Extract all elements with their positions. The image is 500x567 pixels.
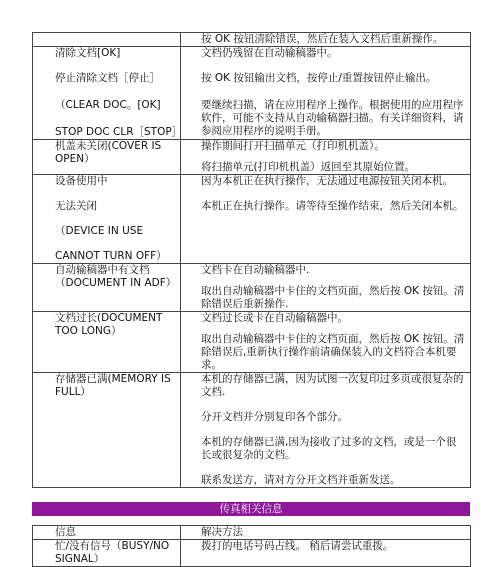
solution-text: 文档过长或卡在自动输稿器中。 [201,312,348,324]
solution-cell [181,312,471,373]
info-cell [33,33,181,47]
info-text: 文档过长(DOCUMENT TOO LONG） [55,312,163,337]
info-text: 清除文档[OK] [55,47,121,59]
solution-text: 将扫描单元(打印机机盖）返回至其原始位置。 [201,161,416,173]
info-cell [33,47,181,140]
solution-text: 按 OK 按钮清除错误，然后在装入文档后重新操作。 [201,33,444,45]
error-message-table [32,32,471,488]
solution-text: 要继续扫描，请在应用程序上操作。根据使用的应用程序软件，可能不支持从自动输稿器扫描。有关详细资料，请参阅应用程序的说明手册。 [201,99,464,137]
table-row [33,264,471,312]
info-text: 忙/没有信号（BUSY/NO SIGNAL） [55,540,170,565]
table-row [33,373,471,488]
solution-text: 分开文档并分别复印各个部分。 [201,411,348,423]
solution-cell [181,175,471,264]
solution-text: 取出自动输稿器中卡住的文档页面，然后按 OK 按钮。清除错误后,重新执行操作前请确保装入的文档符合本机要求。 [201,333,465,371]
info-text: （CLEAR DOC。[OK] [55,99,161,111]
table-row [33,540,471,567]
solution-text: 操作期间打开扫描单元（打印机机盖）。 [201,140,385,152]
solution-text: 取出自动输稿器中卡住的文档页面，然后按 OK 按钮。清除错误后重新操作. [201,285,465,310]
info-text: CANNOT TURN OFF） [55,250,167,262]
table-row [33,33,471,47]
solution-cell [181,47,471,140]
solution-text: 联系发送方，请对方分开文档并重新发送。 [201,474,401,486]
table-row [33,47,471,140]
info-text: STOP DOC CLR［STOP］ [55,126,183,138]
info-cell [33,140,181,175]
solution-cell [181,373,471,488]
solution-cell [181,140,471,175]
solution-text: 本机正在执行操作。请等待至操作结束，然后关闭本机。 [201,200,464,212]
solution-text: 文档仍残留在自动输稿器中。 [201,47,338,59]
solution-text: 因为本机正在执行操作，无法通过电源按钮关闭本机。 [201,175,453,187]
solution-text: 本机的存储器已满，因为试图一次复印过多页或很复杂的文档. [201,373,464,398]
info-text: 无法关闭 [55,200,97,212]
section-title-band: 传真相关信息 [32,502,470,516]
solution-text: 本机的存储器已满,因为接收了过多的文档，或是一个很长或很复杂的文档。 [201,436,457,461]
table-row [33,312,471,373]
header-solution [181,526,471,540]
info-text: （DEVICE IN USE [55,225,144,237]
table-row [33,175,471,264]
solution-cell [181,264,471,312]
info-cell [33,175,181,264]
info-text: 停止清除文档［停止］ [55,72,160,84]
solution-cell [181,540,471,567]
info-cell [33,540,181,567]
info-cell [33,264,181,312]
header-text: 信息 [55,526,76,538]
header-info [33,526,181,540]
info-cell [33,312,181,373]
info-text: 自动输稿器中有文档（DOCUMENT IN ADF） [55,264,177,289]
info-cell [33,373,181,488]
table-row [33,140,471,175]
solution-text: 文档卡在自动输稿器中. [201,264,310,276]
solution-text: 按 OK 按钮输出文档，按停止/重置按钮停止输出。 [201,72,437,84]
table-header-row [33,526,471,540]
info-text: 设备使用中 [55,175,108,187]
info-text: 机盖未关闭(COVER IS OPEN） [55,140,162,165]
fax-message-table [32,525,471,567]
solution-cell [181,33,471,47]
solution-text: 拨打的电话号码占线。 稍后请尝试重拨。 [201,540,394,552]
header-text: 解决方法 [201,526,243,538]
info-text: 存储器已满(MEMORY IS FULL） [55,373,171,398]
